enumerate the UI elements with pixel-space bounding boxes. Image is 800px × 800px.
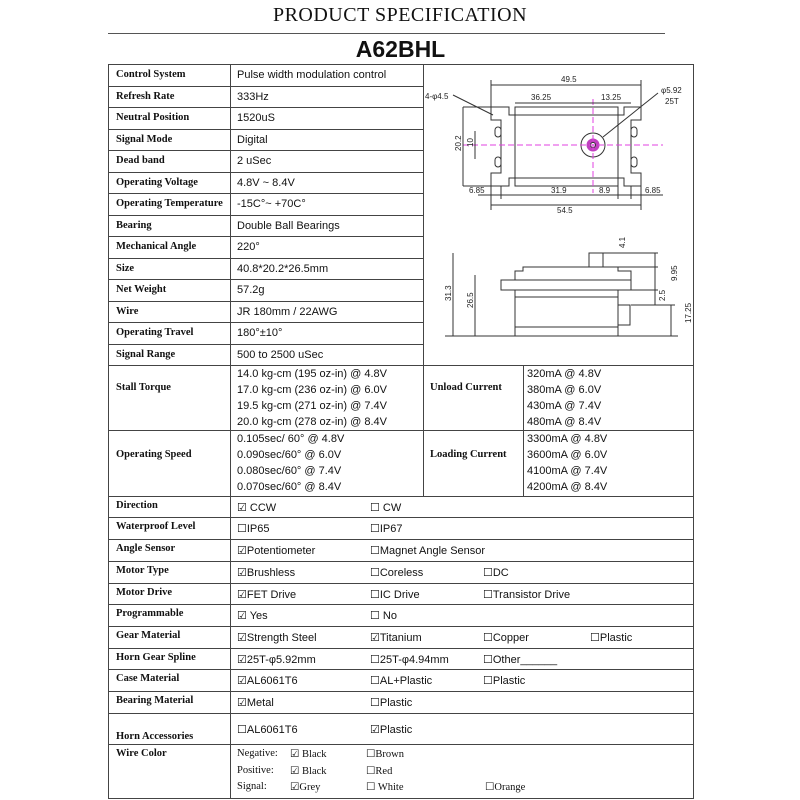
spec-value: 333Hz xyxy=(237,91,269,103)
option-value: ☐Transistor Drive xyxy=(483,589,571,601)
row-divider xyxy=(108,344,423,345)
spec-label: Refresh Rate xyxy=(116,91,175,102)
row-divider xyxy=(108,691,693,692)
dim-20-2: 20.2 xyxy=(454,135,463,151)
row-divider xyxy=(108,669,693,670)
row-divider xyxy=(108,744,693,745)
option-value: ☐25T-φ4.94mm xyxy=(370,654,449,666)
spec-label: Size xyxy=(116,263,135,274)
operating-speed-label: Operating Speed xyxy=(116,449,192,460)
row-divider xyxy=(108,86,423,87)
option-value: ☐AL+Plastic xyxy=(370,675,433,687)
row-divider xyxy=(108,648,693,649)
row-divider xyxy=(108,236,423,237)
option-value: ☑ CCW xyxy=(237,502,277,514)
spec-value: 4.8V ~ 8.4V xyxy=(237,177,295,189)
option-value: ☐Plastic xyxy=(590,632,633,644)
loading-current-value: 3600mA @ 6.0V xyxy=(527,449,608,461)
spec-label: Bearing xyxy=(116,220,152,231)
wire-color-option: ☑ Black xyxy=(290,749,327,760)
wire-color-option: ☐Brown xyxy=(366,749,404,760)
dim-31-3: 31.3 xyxy=(444,285,453,301)
spec-value: 180°±10° xyxy=(237,327,283,339)
stall-torque-value: 20.0 kg-cm (278 oz-in) @ 8.4V xyxy=(237,416,387,428)
dim-6-85a: 6.85 xyxy=(469,186,485,195)
spec-value: Pulse width modulation control xyxy=(237,69,387,81)
spec-label: Signal Range xyxy=(116,349,176,360)
option-value: ☐IC Drive xyxy=(370,589,420,601)
spec-value: 500 to 2500 uSec xyxy=(237,349,324,361)
wire-color-name: Positive: xyxy=(237,765,274,776)
spec-value: 2 uSec xyxy=(237,155,272,167)
row-divider xyxy=(108,193,423,194)
option-value: ☐AL6061T6 xyxy=(237,724,298,736)
option-value: ☑Potentiometer xyxy=(237,545,316,557)
dim-4-1: 4.1 xyxy=(618,236,627,248)
unload-current-value: 430mA @ 7.4V xyxy=(527,400,602,412)
row-divider xyxy=(108,517,693,518)
option-value: ☐IP65 xyxy=(237,523,270,535)
wire-color-name: Negative: xyxy=(237,748,278,759)
row-divider xyxy=(108,322,423,323)
option-label: Case Material xyxy=(116,673,180,684)
row-divider xyxy=(108,258,423,259)
option-value: ☐IP67 xyxy=(370,523,403,535)
spec-label: Signal Mode xyxy=(116,134,173,145)
option-value: ☑Strength Steel xyxy=(237,632,317,644)
option-value: ☑AL6061T6 xyxy=(237,675,298,687)
option-value: ☑Titanium xyxy=(370,632,422,644)
dim-9-95: 9.95 xyxy=(670,265,679,281)
spec-value: -15C°~ +70C° xyxy=(237,198,306,210)
title-underline xyxy=(108,33,665,34)
row-divider xyxy=(108,583,693,584)
option-label: Waterproof Level xyxy=(116,521,196,532)
dim-8-9: 8.9 xyxy=(599,186,611,195)
option-label: Gear Material xyxy=(116,630,181,641)
operating-speed-value: 0.070sec/60° @ 8.4V xyxy=(237,481,342,493)
servo-drawing xyxy=(423,65,700,363)
loading-current-label: Loading Current xyxy=(430,449,507,460)
wire-color-option: ☐Red xyxy=(366,766,393,777)
dim-2-5: 2.5 xyxy=(658,289,667,301)
stall-torque-value: 19.5 kg-cm (271 oz-in) @ 7.4V xyxy=(237,400,387,412)
spec-value: 57.2g xyxy=(237,284,265,296)
column-divider xyxy=(523,365,524,496)
unload-current-value: 320mA @ 4.8V xyxy=(527,368,602,380)
row-divider xyxy=(108,172,423,173)
spec-label: Mechanical Angle xyxy=(116,241,197,252)
stall-torque-value: 17.0 kg-cm (236 oz-in) @ 6.0V xyxy=(237,384,387,396)
loading-current-value: 3300mA @ 4.8V xyxy=(527,433,608,445)
option-label: Horn Accessories xyxy=(116,731,194,742)
table-left-border xyxy=(108,64,109,799)
dim-13-25: 13.25 xyxy=(601,93,622,102)
option-label: Direction xyxy=(116,500,158,511)
spec-label: Net Weight xyxy=(116,284,167,295)
row-divider xyxy=(108,713,693,714)
option-label: Programmable xyxy=(116,608,184,619)
dim-hole: 4-φ4.5 xyxy=(425,92,449,101)
page-title: PRODUCT SPECIFICATION xyxy=(272,4,528,26)
model-name: A62BHL xyxy=(355,36,446,62)
loading-current-value: 4200mA @ 8.4V xyxy=(527,481,608,493)
option-label: Horn Gear Spline xyxy=(116,652,196,663)
operating-speed-value: 0.105sec/ 60° @ 4.8V xyxy=(237,433,345,445)
row-divider xyxy=(108,215,423,216)
row-divider xyxy=(108,626,693,627)
spec-value: JR 180mm / 22AWG xyxy=(237,306,338,318)
dim-36-25: 36.25 xyxy=(531,93,552,102)
row-divider xyxy=(108,301,423,302)
option-value: ☐ No xyxy=(370,610,397,622)
row-divider xyxy=(108,430,693,431)
option-value: ☐Other______ xyxy=(483,654,558,666)
spec-label: Control System xyxy=(116,69,186,80)
row-divider xyxy=(108,496,693,497)
unload-current-label: Unload Current xyxy=(430,382,502,393)
stall-torque-value: 14.0 kg-cm (195 oz-in) @ 4.8V xyxy=(237,368,387,380)
row-divider xyxy=(108,561,693,562)
spec-value: Digital xyxy=(237,134,268,146)
option-label: Motor Drive xyxy=(116,587,173,598)
side-view-drawing xyxy=(445,253,678,336)
row-divider xyxy=(108,129,423,130)
spec-label: Operating Temperature xyxy=(116,198,223,209)
loading-current-value: 4100mA @ 7.4V xyxy=(527,465,608,477)
dim-31-9: 31.9 xyxy=(551,186,567,195)
dim-26-5: 26.5 xyxy=(466,292,475,308)
column-divider xyxy=(230,64,231,365)
dim-10: 10 xyxy=(466,138,475,147)
spec-value: 220° xyxy=(237,241,260,253)
spec-value: 40.8*20.2*26.5mm xyxy=(237,263,329,275)
dim-49-5: 49.5 xyxy=(561,75,577,84)
option-label: Bearing Material xyxy=(116,695,194,706)
option-value: ☐Coreless xyxy=(370,567,424,579)
option-value: ☐Plastic xyxy=(483,675,526,687)
option-value: ☐Magnet Angle Sensor xyxy=(370,545,486,557)
option-value: ☑Brushless xyxy=(237,567,296,579)
dim-54-5: 54.5 xyxy=(557,206,573,215)
option-label: Angle Sensor xyxy=(116,543,176,554)
option-value: ☑Plastic xyxy=(370,724,413,736)
option-value: ☑ Yes xyxy=(237,610,268,622)
spec-value: Double Ball Bearings xyxy=(237,220,340,232)
dim-17-25: 17.25 xyxy=(684,302,693,323)
row-divider xyxy=(108,107,423,108)
option-value: ☑FET Drive xyxy=(237,589,297,601)
row-divider xyxy=(108,279,423,280)
option-value: ☑25T-φ5.92mm xyxy=(237,654,316,666)
option-label: Motor Type xyxy=(116,565,169,576)
unload-current-value: 380mA @ 6.0V xyxy=(527,384,602,396)
operating-speed-value: 0.090sec/60° @ 6.0V xyxy=(237,449,342,461)
row-divider xyxy=(108,539,693,540)
wire-color-option: ☐ White xyxy=(366,782,404,793)
row-divider xyxy=(108,604,693,605)
dim-spline: φ5.92 xyxy=(661,86,682,95)
operating-speed-value: 0.080sec/60° @ 7.4V xyxy=(237,465,342,477)
spec-label: Operating Travel xyxy=(116,327,194,338)
table-bottom-border xyxy=(108,798,694,799)
spec-label: Operating Voltage xyxy=(116,177,198,188)
spec-label: Wire xyxy=(116,306,139,317)
row-divider xyxy=(108,150,423,151)
spec-label: Dead band xyxy=(116,155,165,166)
dim-teeth: 25T xyxy=(665,97,679,106)
wire-color-option: ☐Orange xyxy=(485,782,526,793)
unload-current-value: 480mA @ 8.4V xyxy=(527,416,602,428)
row-divider xyxy=(108,365,693,366)
column-divider xyxy=(230,365,231,496)
spec-label: Neutral Position xyxy=(116,112,190,123)
option-value: ☑Metal xyxy=(237,697,274,709)
wire-color-label: Wire Color xyxy=(116,748,167,759)
column-divider xyxy=(230,496,231,798)
wire-color-name: Signal: xyxy=(237,781,267,792)
stall-torque-label: Stall Torque xyxy=(116,382,171,393)
dim-6-85b: 6.85 xyxy=(645,186,661,195)
spec-value: 1520uS xyxy=(237,112,275,124)
wire-color-option: ☑Grey xyxy=(290,782,321,793)
wire-color-option: ☑ Black xyxy=(290,766,327,777)
option-value: ☐DC xyxy=(483,567,509,579)
option-value: ☐Plastic xyxy=(370,697,413,709)
option-value: ☐Copper xyxy=(483,632,529,644)
option-value: ☐ CW xyxy=(370,502,402,514)
